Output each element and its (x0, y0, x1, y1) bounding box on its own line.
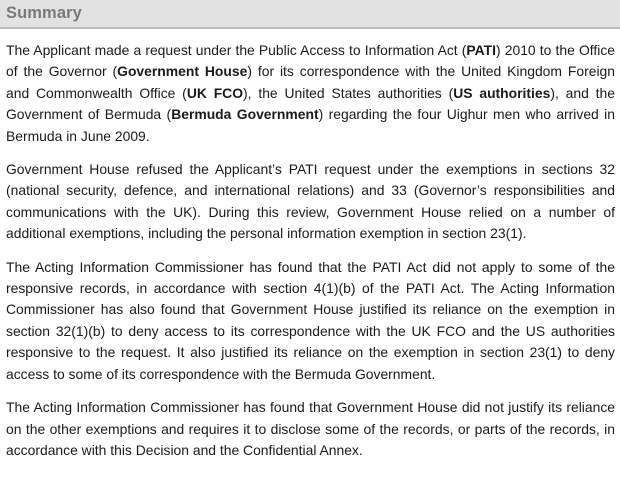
paragraph-2 (6, 159, 615, 245)
summary-body (6, 40, 615, 473)
paragraph-4 (6, 397, 615, 461)
text-run: ) 2010 to the Office of the Governor ( (6, 42, 615, 80)
defined-term: US authorities (453, 84, 551, 101)
defined-term: Bermuda Government (171, 106, 319, 123)
paragraph-1 (6, 40, 615, 147)
defined-term: PATI (466, 42, 496, 58)
paragraph-3 (6, 257, 615, 385)
text-run: The Acting Information Commissioner has found that the PATI Act did not apply to some of the responsive records, in accordance with section 4(1)(b) of the PATI Act. The Acting Information Commissioner has also found that Government House justified its reliance on the exemption in section 32(1)(b) to deny access to its correspondence with the UK FCO and the US authorities responsive to the request. It also justified its reliance on the exemption in section 23(1) to deny access to some of its correspondence with the Bermuda Government. (6, 258, 615, 382)
text-run: Government House refused the Applicant’s PATI request under the exemptions in sections 32 (national security, defence, and international relations) and 33 (Governor’s responsibilities and communications with the UK). During this review, Government House relied on a number of additional exemptions, including the personal information exemption in section 23(1). (6, 161, 615, 242)
text-run: The Acting Information Commissioner has found that Government House did not justify its reliance on the other exemptions and requires it to disclose some of the records, or parts of the records, in accordance with this Decision and the Confidential Annex. (6, 399, 615, 458)
section-title: Summary (6, 4, 82, 22)
defined-term: Government House (117, 63, 248, 80)
text-run: ) for its correspondence with the United Kingdom Foreign and Commonwealth Office ( (6, 63, 615, 101)
text-run: ), and the Government of Bermuda ( (6, 84, 615, 123)
text-run: ) regarding the four Uighur men who arrived in Bermuda in June 2009. (6, 106, 615, 144)
defined-term: UK FCO (186, 84, 244, 101)
header-divider (0, 27, 620, 29)
section-header (0, 0, 620, 27)
text-run: The Applicant made a request under the Public Access to Information Act ( (6, 42, 467, 58)
text-run: ), the United States authorities ( (243, 84, 454, 101)
